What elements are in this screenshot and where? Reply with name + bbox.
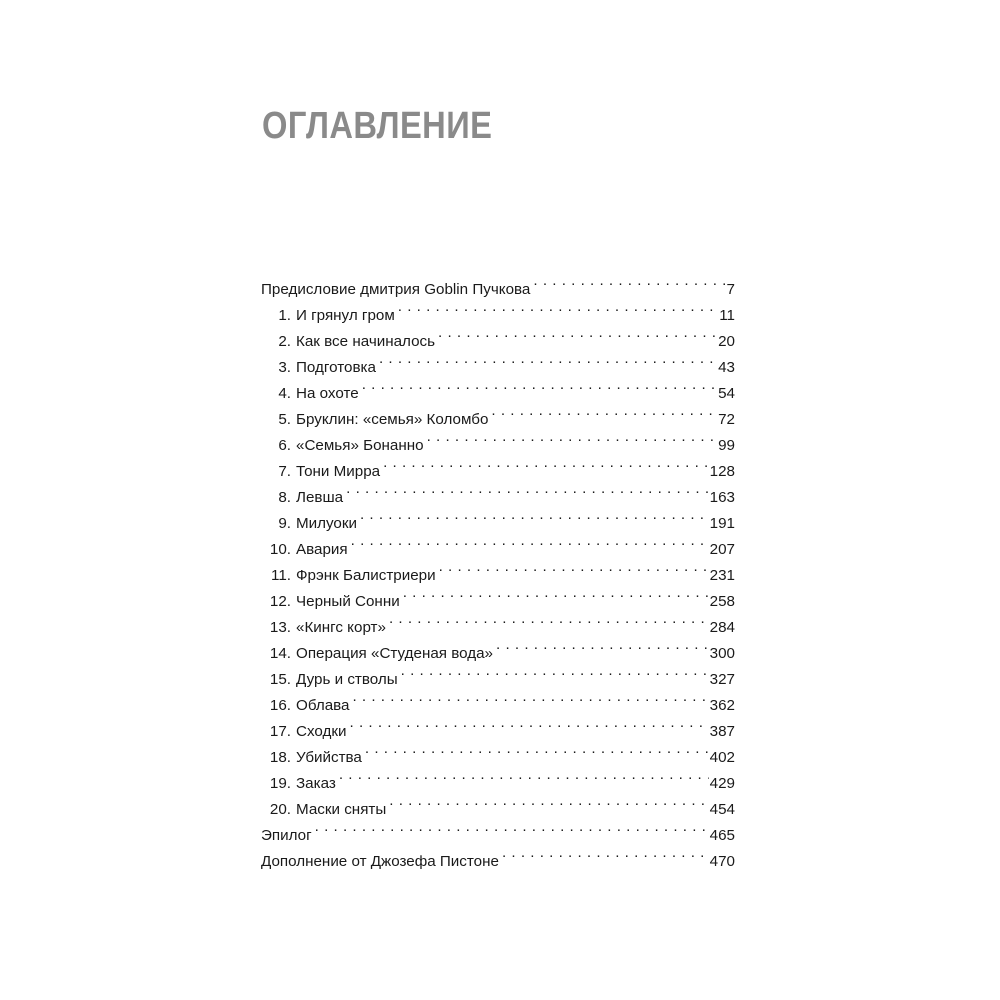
- toc-entry-title: Левша: [296, 489, 344, 506]
- toc-dot-leader: [360, 502, 709, 528]
- toc-entry-page-number: 72: [718, 411, 735, 428]
- toc-entry-page-number: 54: [718, 385, 735, 402]
- toc-entry-title: На охоте: [296, 385, 359, 402]
- toc-entry-page-number: 99: [718, 437, 735, 454]
- toc-entry-page-number: 429: [709, 775, 735, 792]
- toc-dot-leader: [383, 450, 709, 476]
- toc-entry: [261, 814, 735, 844]
- toc-dot-leader: [403, 580, 709, 606]
- toc-entry-number: 2.: [278, 333, 291, 350]
- toc-entry-page-number: 163: [709, 489, 735, 506]
- toc-dot-leader: [379, 346, 717, 372]
- toc-entry-number: 5.: [278, 411, 291, 428]
- toc-entry-page-number: 191: [709, 515, 735, 532]
- toc-dot-leader: [350, 710, 709, 736]
- toc-entry-title: И грянул гром: [296, 307, 395, 324]
- toc-entry: [261, 268, 735, 298]
- toc-entry-title: Подготовка: [296, 359, 376, 376]
- toc-entry-title: Сходки: [296, 723, 347, 740]
- toc-entry-title: Тони Мирра: [296, 463, 381, 480]
- toc-entry-page-number: 11: [719, 307, 735, 324]
- toc-dot-leader: [346, 476, 709, 502]
- toc-entry-title: Авария: [296, 541, 348, 558]
- toc-entry-number: 19.: [269, 775, 291, 792]
- toc-entry-page-number: 7: [726, 281, 735, 298]
- toc-entry-number: 12.: [269, 593, 291, 610]
- toc-entry-title: Эпилог: [261, 827, 312, 844]
- toc-entry-title: Убийства: [296, 749, 362, 766]
- toc-dot-leader: [389, 788, 708, 814]
- toc-entry-title: Маски сняты: [296, 801, 387, 818]
- toc-dot-leader: [502, 840, 709, 866]
- toc-entry-page-number: 470: [709, 853, 735, 870]
- toc-dot-leader: [365, 736, 709, 762]
- toc-entry-page-number: 454: [709, 801, 735, 818]
- toc-entry-page-number: 284: [709, 619, 735, 636]
- toc-entry-number: 20.: [269, 801, 291, 818]
- toc-dot-leader: [533, 268, 725, 294]
- toc-entry-number: 14.: [269, 645, 291, 662]
- toc-entry-title: Как все начиналось: [296, 333, 436, 350]
- toc-entry-title: Заказ: [296, 775, 336, 792]
- toc-entry: [261, 840, 735, 870]
- toc-dot-leader: [438, 320, 717, 346]
- toc-dot-leader: [362, 372, 717, 398]
- toc-entry-page-number: 327: [709, 671, 735, 688]
- toc-entry-page-number: 362: [709, 697, 735, 714]
- toc-entry-number: 10.: [269, 541, 291, 558]
- toc-entry-page-number: 300: [709, 645, 735, 662]
- toc-entry-number: 16.: [269, 697, 291, 714]
- toc-entry-number: 6.: [278, 437, 291, 454]
- toc-entry-title: Облава: [296, 697, 350, 714]
- toc-dot-leader: [491, 398, 717, 424]
- toc-entry-number: 18.: [269, 749, 291, 766]
- toc-entry-page-number: 465: [709, 827, 735, 844]
- toc-dot-leader: [339, 762, 709, 788]
- toc-dot-leader: [401, 658, 709, 684]
- toc-entry-title: Предисловие дмитрия Goblin Пучкова: [261, 281, 531, 298]
- toc-dot-leader: [351, 528, 709, 554]
- toc-entry-number: 11.: [271, 567, 291, 584]
- toc-entry-title: Дополнение от Джозефа Пистоне: [261, 853, 499, 870]
- toc-entry-title: Черный Сонни: [296, 593, 400, 610]
- toc-entry-page-number: 402: [709, 749, 735, 766]
- toc-dot-leader: [439, 554, 709, 580]
- toc-entry-page-number: 20: [718, 333, 735, 350]
- toc-entry-number: 17.: [269, 723, 291, 740]
- toc-entry-title: «Кингс корт»: [296, 619, 386, 636]
- toc-entry-title: Дурь и стволы: [296, 671, 398, 688]
- toc-entry-number: 7.: [278, 463, 291, 480]
- toc-entry-title: Бруклин: «семья» Коломбо: [296, 411, 489, 428]
- toc-entry-page-number: 258: [709, 593, 735, 610]
- toc-entry-number: 1.: [278, 307, 291, 324]
- toc-entry-number: 8.: [278, 489, 291, 506]
- toc-entry-title: «Семья» Бонанно: [296, 437, 424, 454]
- toc-entry-number: 4.: [278, 385, 291, 402]
- toc-entry-page-number: 231: [709, 567, 735, 584]
- toc-entry-page-number: 128: [709, 463, 735, 480]
- toc-entry-number: 3.: [278, 359, 291, 376]
- table-of-contents: [261, 268, 735, 870]
- toc-entry-page-number: 387: [709, 723, 735, 740]
- toc-entry-page-number: 207: [709, 541, 735, 558]
- toc-entry-title: Милуоки: [296, 515, 357, 532]
- toc-entry-page-number: 43: [718, 359, 735, 376]
- toc-dot-leader: [389, 606, 709, 632]
- toc-entry-title: Операция «Студеная вода»: [296, 645, 493, 662]
- toc-entry-number: 15.: [269, 671, 291, 688]
- toc-dot-leader: [398, 294, 718, 320]
- toc-entry-number: 13.: [269, 619, 291, 636]
- toc-dot-leader: [315, 814, 709, 840]
- toc-entry-title: Фрэнк Балистриери: [296, 567, 436, 584]
- toc-dot-leader: [352, 684, 708, 710]
- toc-dot-leader: [496, 632, 709, 658]
- page-title: ОГЛАВЛЕНИЕ: [262, 105, 493, 147]
- toc-entry-number: 9.: [278, 515, 291, 532]
- toc-dot-leader: [427, 424, 718, 450]
